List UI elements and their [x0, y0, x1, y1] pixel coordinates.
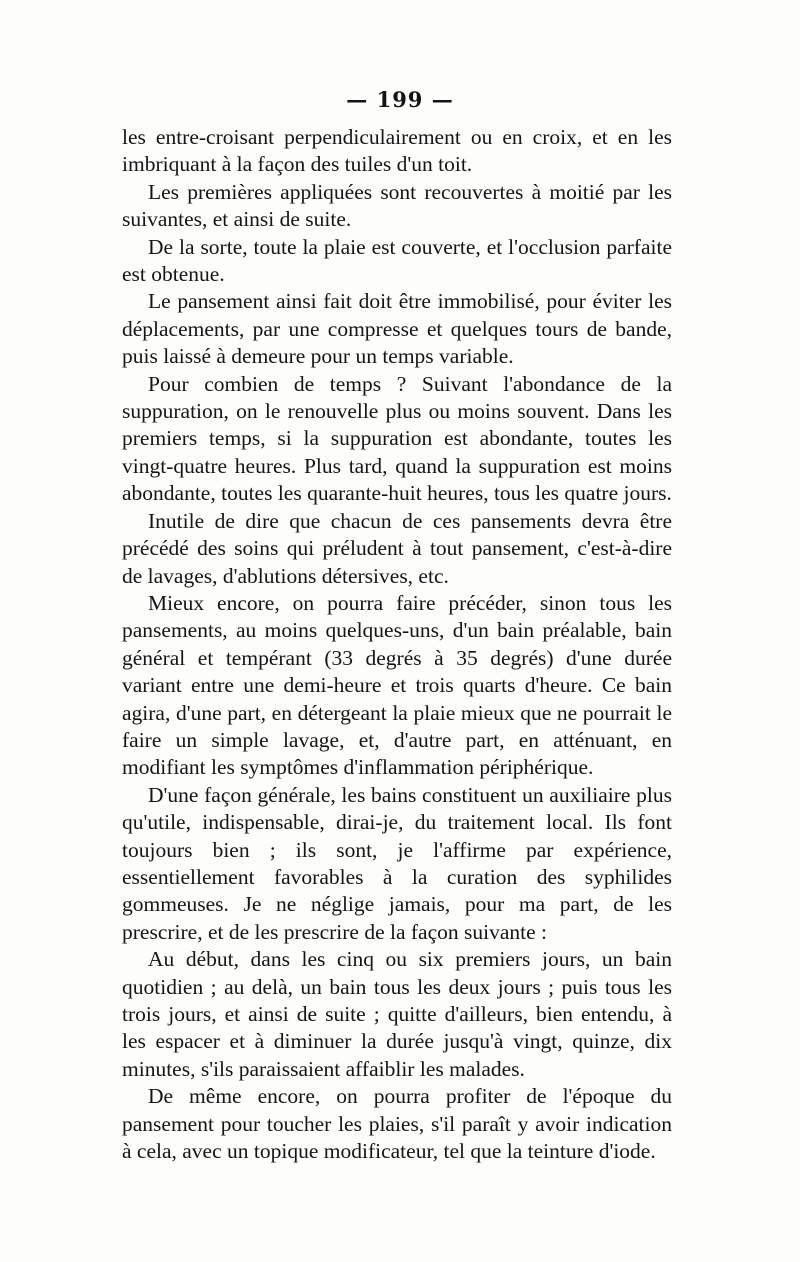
paragraph: Au début, dans les cinq ou six premiers jours, un bain quotidien ; au delà, un bain tous les deux jours ; puis tous les trois jours, et ainsi de suite ; quitte d'ailleurs, bien entendu, à les espacer et à diminuer la durée jusqu'à vingt, quinze, dix minutes, s'ils paraissaient affaiblir les malades.: [122, 947, 672, 1081]
paragraph: Pour combien de temps ? Suivant l'abondance de la suppuration, on le renouvelle plus ou moins souvent. Dans les premiers temps, si la suppuration est abondante, toutes les vingt-quatre heures. Plus tard, quand la suppuration est moins abondante, toutes les quarante-huit heures, tous les quatre jours.: [122, 371, 672, 506]
page-number: — 199 —: [346, 87, 454, 112]
paragraph: Les premières appliquées sont recouvertes à moitié par les suivantes, et ainsi de suite.: [122, 179, 672, 232]
paragraph: D'une façon générale, les bains constituent un auxiliaire plus qu'utile, indispensable, dirai-je, du traitement local. Ils font toujours bien ; ils sont, je l'affirme par expérience, essentiellement favorables à la curation des syphilides gommeuses. Je ne néglige jamais, pour ma part, de les prescrire, et de les prescrire de la façon suivante :: [122, 782, 672, 944]
paragraph: De la sorte, toute la plaie est couverte, et l'occlusion parfaite est obtenue.: [122, 234, 672, 287]
body-text: [122, 124, 672, 1165]
paragraph: Inutile de dire que chacun de ces pansements devra être précédé des soins qui préludent à tout pansement, c'est-à-dire de lavages, d'ablutions détersives, etc.: [122, 508, 672, 588]
paragraph-continuation: les entre-croisant perpendiculairement ou en croix, et en les imbriquant à la façon des tuiles d'un toit.: [122, 125, 672, 177]
paragraph: Mieux encore, on pourra faire précéder, sinon tous les pansements, au moins quelques-uns, d'un bain préalable, bain général et tempérant (33 degrés à 35 degrés) d'une durée variant entre une demi-heure et trois quarts d'heure. Ce bain agira, d'une part, en détergeant la plaie mieux que ne pourrait le faire un simple lavage, et, d'autre part, en atténuant, en modifiant les symptômes d'inflammation périphérique.: [122, 590, 672, 780]
paragraph: Le pansement ainsi fait doit être immobilisé, pour éviter les déplacements, par une compresse et quelques tours de bande, puis laissé à demeure pour un temps variable.: [122, 289, 672, 369]
paragraph: De même encore, on pourra profiter de l'époque du pansement pour toucher les plaies, s'il paraît y avoir indication à cela, avec un topique modificateur, tel que la teinture d'iode.: [122, 1084, 672, 1164]
